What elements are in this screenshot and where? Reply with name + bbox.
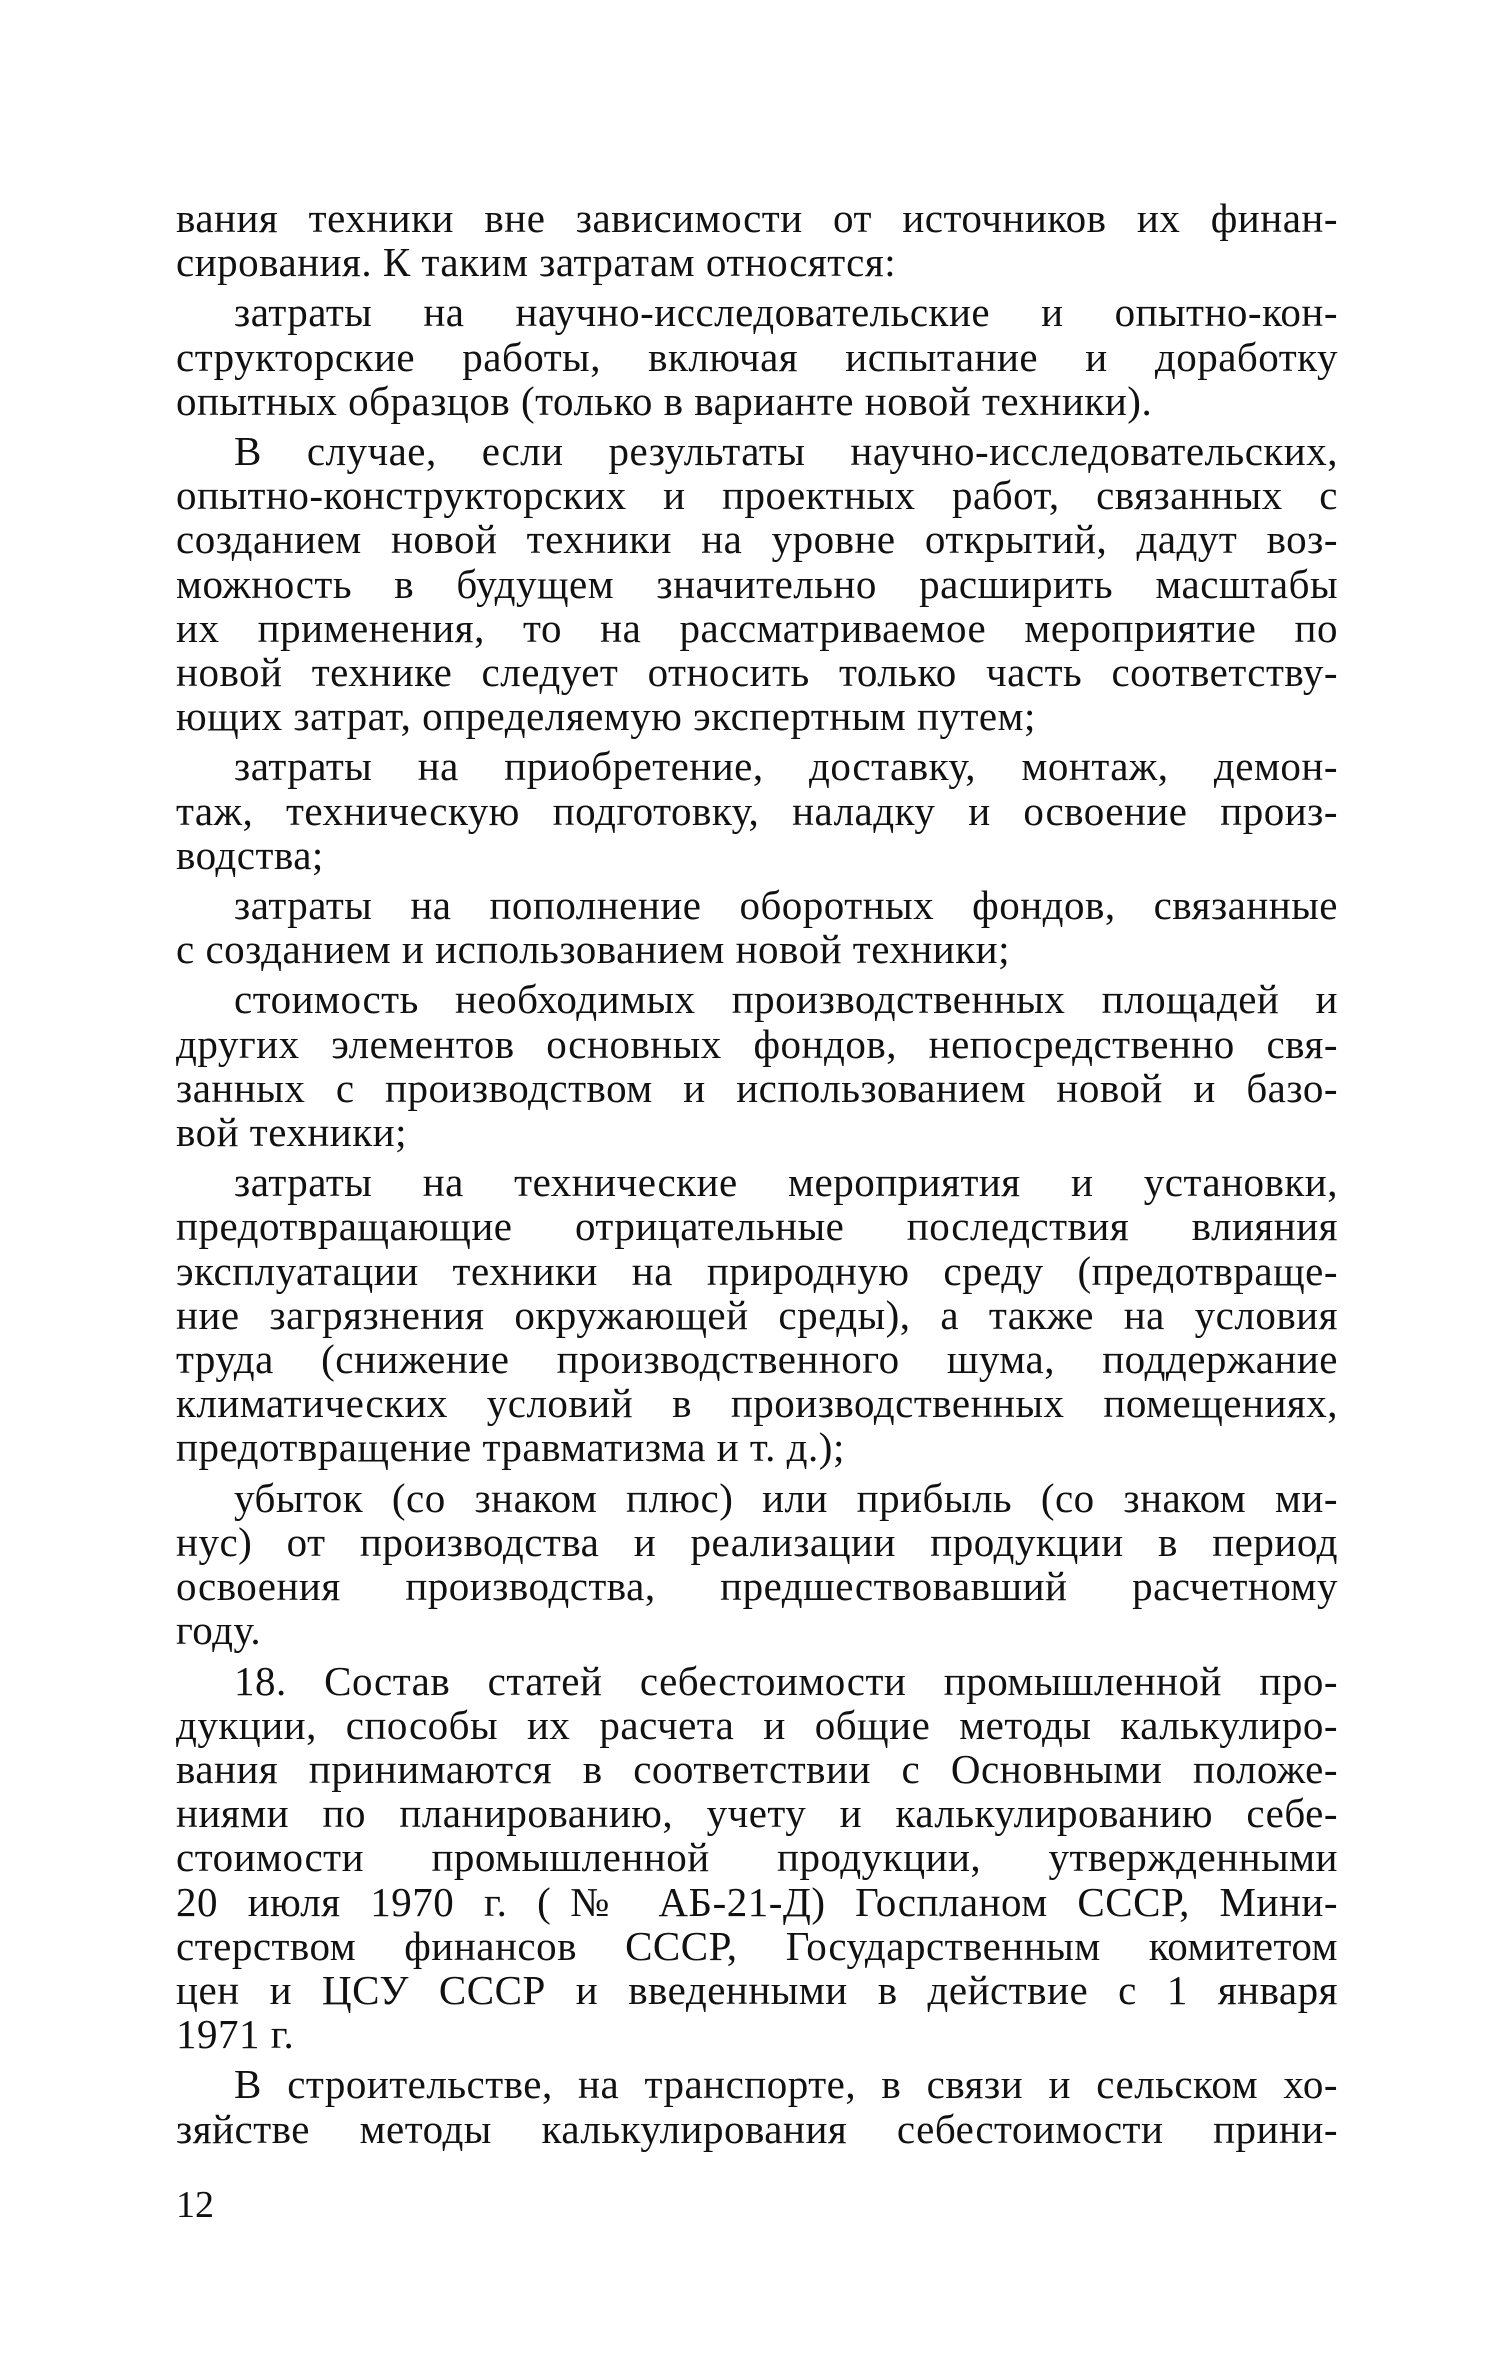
text-line: 20 июля 1970 г. (№ АБ-21-Д) Госпланом СССР, Мини- xyxy=(176,1878,1338,1925)
text-line: стоимость необходимых производственных площадей и xyxy=(234,976,1338,1023)
text-line: занных с производством и использованием новой и базо- xyxy=(176,1064,1338,1111)
text-line: с созданием и использованием новой техники; xyxy=(176,926,1010,973)
text-line: году. xyxy=(176,1607,262,1654)
text-line: нус) от производства и реализации продукции в период xyxy=(176,1518,1338,1565)
text-line: климатических условий в производственных помещениях, xyxy=(176,1380,1338,1427)
text-line: вания принимаются в соответствии с Основными положе- xyxy=(176,1745,1338,1792)
text-line: вания техники вне зависимости от источников их финан- xyxy=(176,195,1338,241)
text-line: освоения производства, предшествовавший расчетному xyxy=(176,1563,1338,1610)
text-line: опытных образцов (только в варианте новой техники). xyxy=(176,377,1153,424)
text-line: затраты на приобретение, доставку, монтаж, демон- xyxy=(234,743,1338,790)
text-line: ющих затрат, определяемую экспертным путем; xyxy=(176,693,1036,740)
text-line: затраты на технические мероприятия и установки, xyxy=(234,1159,1338,1206)
text-line: 1971 г. xyxy=(176,2011,295,2058)
text-line: дукции, способы их расчета и общие методы калькулиро- xyxy=(176,1701,1338,1748)
text-line: затраты на пополнение оборотных фондов, связанные xyxy=(234,882,1338,929)
text-line: новой технике следует относить только часть соответству- xyxy=(176,649,1338,696)
text-line: других элементов основных фондов, непосредственно свя- xyxy=(176,1020,1338,1067)
text-line: сирования. К таким затратам относятся: xyxy=(176,239,897,286)
page-text xyxy=(176,196,1338,2151)
text-line: В строительстве, на транспорте, в связи и сельском хо- xyxy=(234,2061,1338,2108)
text-line: убыток (со знаком плюс) или прибыль (со знаком ми- xyxy=(234,1474,1338,1521)
text-line: 18. Состав статей себестоимости промышленной про- xyxy=(234,1657,1338,1704)
text-line: можность в будущем значительно расширить масштабы xyxy=(176,560,1338,607)
text-line: цен и ЦСУ СССР и введенными в действие с 1 января xyxy=(176,1966,1338,2013)
text-line: эксплуатации техники на природную среду (предотвраще- xyxy=(176,1247,1338,1294)
text-line: зяйстве методы калькулирования себестоимости прини- xyxy=(176,2105,1338,2152)
text-line: стерством финансов СССР, Государственным комитетом xyxy=(176,1922,1338,1969)
text-line: таж, техническую подготовку, наладку и освоение произ- xyxy=(176,787,1338,834)
text-line: стоимости промышленной продукции, утвержденными xyxy=(176,1834,1338,1881)
text-line: их применения, то на рассматриваемое мероприятие по xyxy=(176,604,1338,651)
page-number: 12 xyxy=(176,2184,214,2226)
text-line: вой техники; xyxy=(176,1109,407,1156)
text-line: труда (снижение производственного шума, поддержание xyxy=(176,1336,1338,1383)
text-line: предотвращение травматизма и т. д.); xyxy=(176,1424,845,1471)
text-line: В случае, если результаты научно-исследовательских, xyxy=(234,428,1338,475)
text-line: опытно-конструкторских и проектных работ, связанных с xyxy=(176,472,1338,519)
text-line: предотвращающие отрицательные последствия влияния xyxy=(176,1203,1338,1250)
text-line: затраты на научно-исследовательские и опытно-кон- xyxy=(234,289,1338,336)
text-line: созданием новой техники на уровне открытий, дадут воз- xyxy=(176,516,1338,563)
text-line: структорские работы, включая испытание и доработку xyxy=(176,333,1338,380)
text-line: водства; xyxy=(176,831,324,878)
text-line: ниями по планированию, учету и калькулированию себе- xyxy=(176,1790,1338,1837)
text-line: ние загрязнения окружающей среды), а также на условия xyxy=(176,1291,1338,1338)
